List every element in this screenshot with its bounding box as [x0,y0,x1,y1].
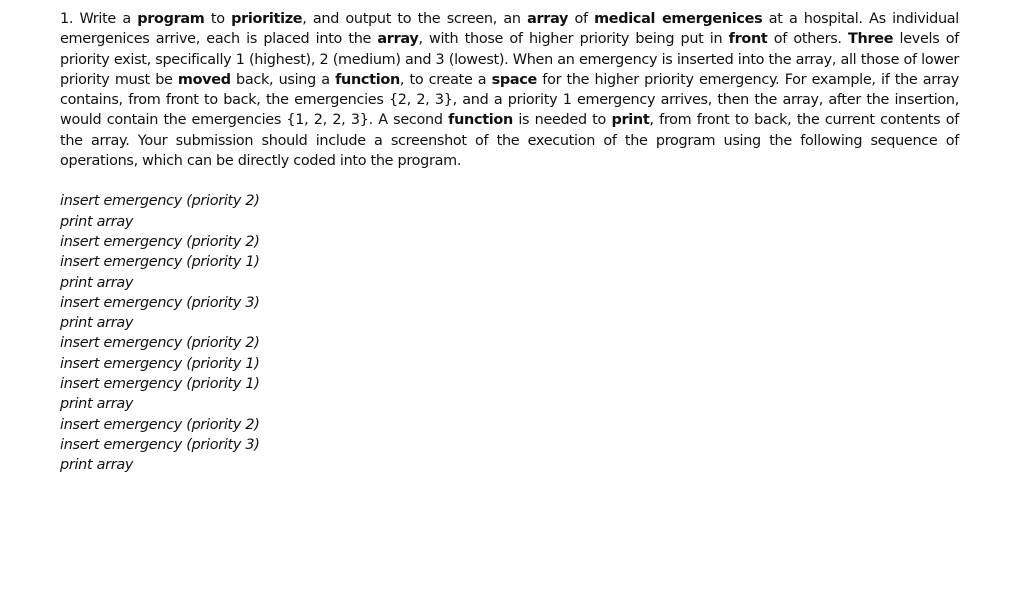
question-keyword: front [728,31,768,48]
operations-list [60,191,959,475]
question-keyword: program [137,11,205,27]
operation-line: print array [60,274,134,291]
document-body [60,9,959,476]
question-keyword: array [377,31,419,48]
question-text: is needed to [512,112,612,129]
operation-line: insert emergency (priority 1) [60,376,260,393]
operation-line: insert emergency (priority 3) [60,436,260,453]
operation-line: insert emergency (priority 3) [60,294,260,311]
question-text: , from front to back, the current contents of the array. Your submission should include a screenshot of the execution of the program using the following sequence of operations, which can be directly coded into the program. [60,112,960,170]
question-text: back, using a [230,71,336,88]
question-keyword: medical emergenices [594,11,763,27]
question-keyword: space [491,71,537,88]
question-paragraph [60,9,959,171]
operation-line: insert emergency (priority 1) [60,355,260,372]
operation-line: print array [60,396,134,413]
question-text: to [204,11,232,27]
question-text: 1. Write a [60,11,138,27]
question-keyword: moved [177,71,231,88]
question-keyword: prioritize [231,11,303,27]
question-keyword: array [527,11,569,27]
question-text: , to create a [399,71,492,88]
question-keyword: Three [848,31,894,48]
question-text: , with those of higher priority being put in [418,31,729,48]
question-keyword: print [611,112,650,129]
operation-line: insert emergency (priority 2) [60,416,260,433]
operation-line: insert emergency (priority 2) [60,335,260,352]
question-text: for the higher priority emergency. For example, if the array contains, from front to back, the emergencies {2, 2, 3}, and a priority 1 emergency arrives, then the array, after the insertion, would contain the emergencies {1, 2, 2, 3}. A second [60,71,960,129]
operation-line: print array [60,315,134,332]
question-text: of others. [767,31,848,48]
question-text: at a hospital. As individual emergenices arrive, each is placed into the [60,11,959,48]
operation-line: insert emergency (priority 2) [60,233,260,250]
operation-line: print array [60,213,134,230]
question-text: of [568,11,595,27]
operation-line: insert emergency (priority 1) [60,254,260,271]
operation-line: print array [60,457,134,474]
question-text: levels of priority exist, specifically 1 (highest), 2 (medium) and 3 (lowest). When an emergency is inserted into the array, all those of lower priority must be [60,31,959,88]
question-keyword: function [335,71,400,88]
question-text: , and output to the screen, an [302,11,528,27]
question-keyword: function [448,112,513,129]
operation-line: insert emergency (priority 2) [60,193,260,210]
